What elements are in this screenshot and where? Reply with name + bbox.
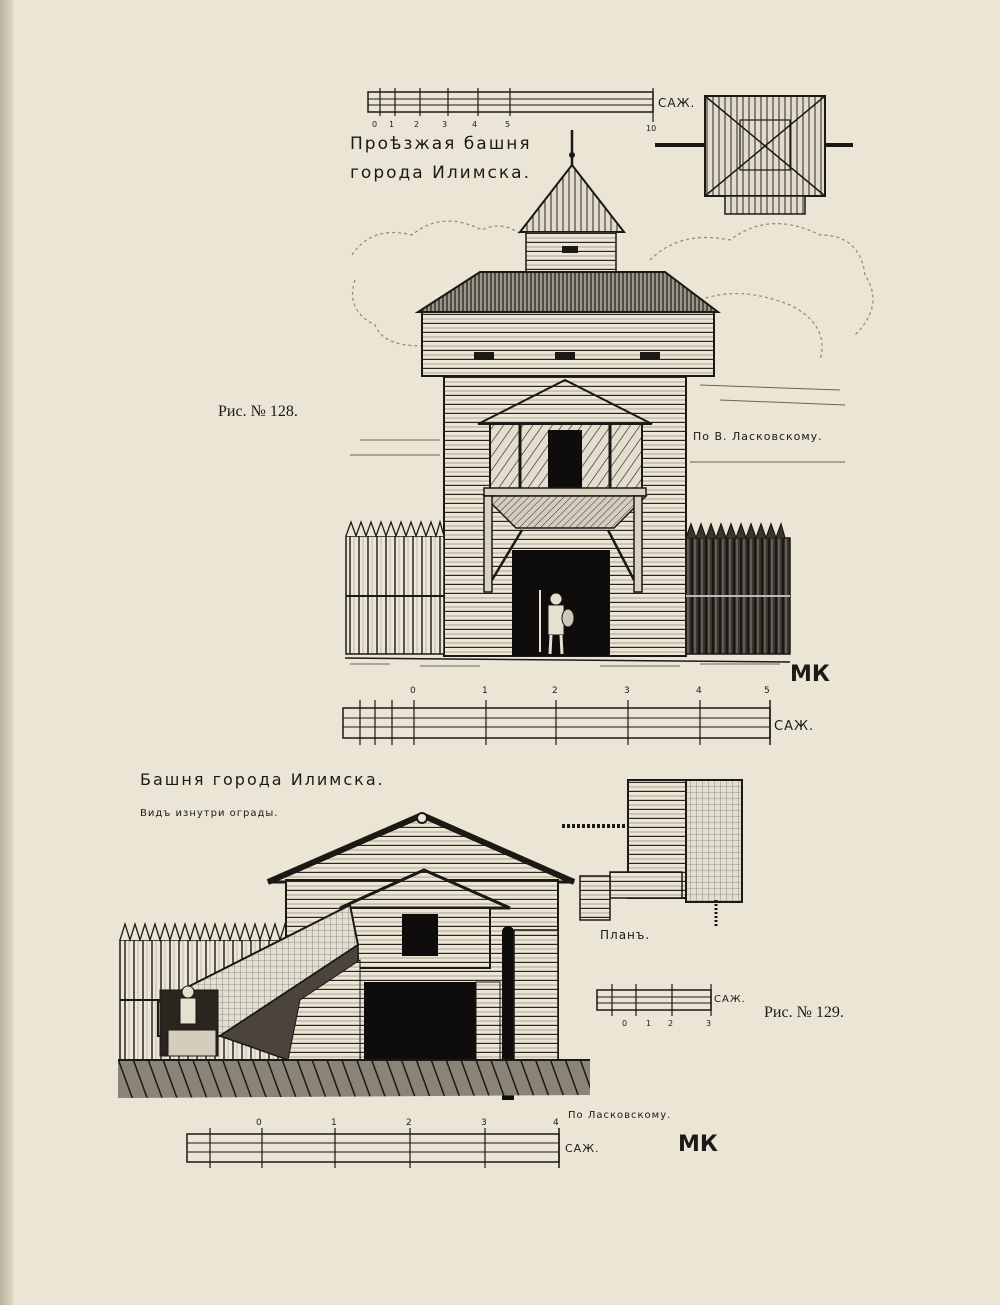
scale-unit: САЖ. — [565, 1142, 600, 1155]
scale-bar-129 — [187, 1128, 559, 1168]
fig128-credit: По В. Ласковскому. — [693, 430, 823, 443]
tower-main-roof — [418, 272, 718, 312]
fig128-monogram: МК — [790, 662, 830, 687]
tower-plan-top — [655, 96, 853, 214]
watch-roof — [520, 165, 624, 232]
fig129-plan-label: Планъ. — [600, 928, 651, 942]
scale-tick-label: 0 — [372, 120, 378, 129]
scale-tick-label: 4 — [696, 686, 702, 696]
scale-tick-label: 3 — [706, 1019, 712, 1028]
scale-tick-label: 2 — [406, 1118, 412, 1128]
scale-tick-label: 4 — [472, 120, 478, 129]
scale-tick-label: 1 — [482, 686, 488, 696]
scale-tick-label: 2 — [552, 686, 558, 696]
fig129-monogram: МК — [678, 1132, 718, 1157]
balcony-door — [548, 430, 582, 488]
scale-unit: САЖ. — [774, 719, 815, 734]
fig129-subtitle: Видъ изнутри ограды. — [140, 808, 279, 819]
fig129-credit: По Ласковскому. — [568, 1110, 672, 1121]
figure-129-drawing — [118, 813, 590, 1100]
scale-unit: САЖ. — [714, 994, 746, 1005]
scale-bar-plan — [597, 984, 711, 1016]
scale-end-label: 10 — [646, 124, 657, 133]
palisade-left — [346, 522, 444, 654]
scale-tick-label: 3 — [442, 120, 448, 129]
fig128-caption: Рис. № 128. — [218, 403, 298, 420]
scale-tick-label: 1 — [646, 1019, 652, 1028]
fig128-title-line1: Проѣзжая башня — [350, 134, 532, 154]
scale-tick-label: 0 — [256, 1118, 262, 1128]
scale-tick-label: 3 — [624, 686, 630, 696]
scale-tick-label: 1 — [331, 1118, 337, 1128]
scale-tick-label: 3 — [481, 1118, 487, 1128]
tower-upper-overhang — [422, 312, 714, 376]
scale-tick-label: 0 — [410, 686, 416, 696]
scale-unit: САЖ. — [658, 96, 696, 110]
scale-bar-128 — [343, 700, 770, 745]
tower-plan-129 — [562, 780, 742, 928]
scale-tick-label: 0 — [622, 1019, 628, 1028]
scale-tick-label: 5 — [505, 120, 511, 129]
scale-bar-top — [368, 88, 653, 122]
scale-tick-label: 2 — [414, 120, 420, 129]
fig129-caption: Рис. № 129. — [764, 1004, 844, 1021]
scale-tick-label: 5 — [764, 686, 770, 696]
scale-tick-label: 1 — [389, 120, 395, 129]
fig129-title: Башня города Илимска. — [140, 770, 385, 789]
scale-tick-label: 2 — [668, 1019, 674, 1028]
scale-tick-label: 4 — [553, 1118, 559, 1128]
palisade-right — [686, 524, 790, 654]
fig128-title-line2: города Илимска. — [350, 163, 531, 183]
